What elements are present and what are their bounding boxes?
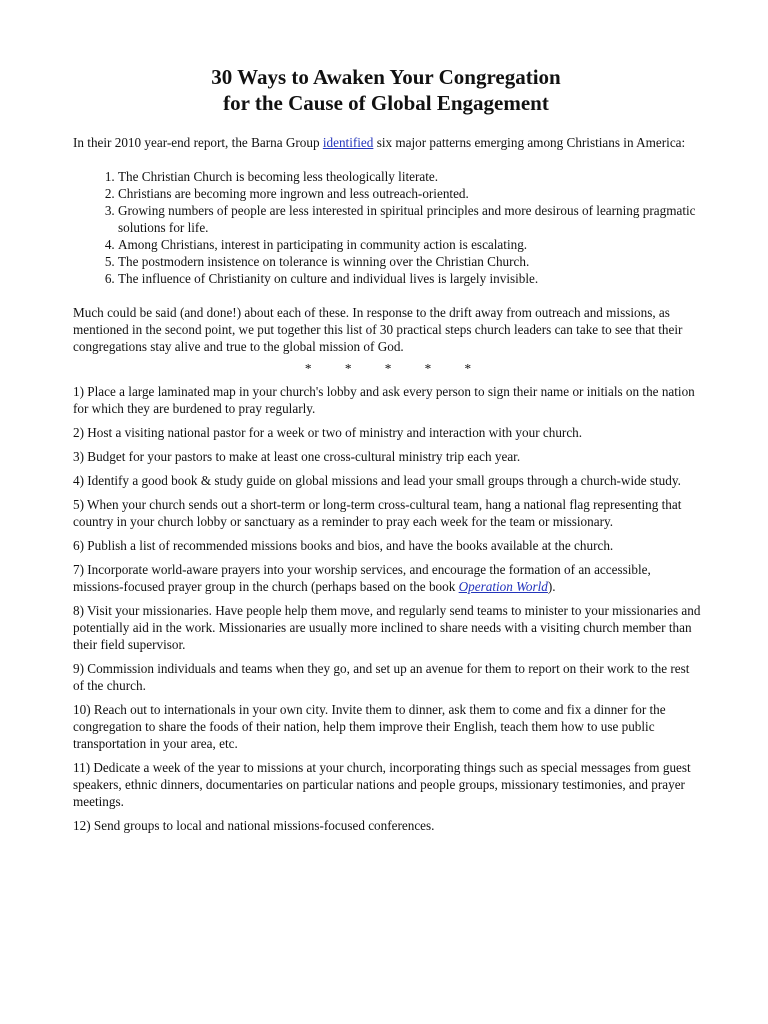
divider-star: * — [464, 361, 472, 376]
patterns-list — [73, 168, 703, 287]
step-12: 12) Send groups to local and national missions-focused conferences. — [73, 818, 435, 833]
title-line-1: 30 Ways to Awaken Your Congregation — [211, 65, 561, 89]
divider-star: * — [424, 361, 432, 376]
step-3: 3) Budget for your pastors to make at least one cross-cultural ministry trip each year. — [73, 449, 521, 464]
step-4: 4) Identify a good book & study guide on global missions and lead your small groups through a church-wide study. — [73, 473, 681, 488]
pattern-item: 6. The influence of Christianity on culture and individual lives is largely invisible. — [118, 270, 703, 287]
summary-paragraph: Much could be said (and done!) about each of these. In response to the drift away from outreach and missions, as mentioned in the second point, we put together this list of 30 practical steps church leaders can take to see that their congregations stay alive and true to the global mission of God. — [73, 305, 683, 354]
intro-text-after: six major patterns emerging among Christians in America: — [373, 135, 686, 150]
step-1: 1) Place a large laminated map in your church's lobby and ask every person to sign their name or initials on the nation for which they are burdened to pray regularly. — [73, 384, 695, 416]
section-divider — [73, 360, 703, 377]
operation-world-link[interactable]: Operation World — [458, 579, 548, 594]
intro-paragraph — [73, 134, 703, 151]
pattern-item: 2. Christians are becoming more ingrown and less outreach-oriented. — [118, 185, 703, 202]
pattern-item: 3. Growing numbers of people are less interested in spiritual principles and more desirous of learning pragmatic solutions for life. — [118, 202, 703, 236]
pattern-item: 5. The postmodern insistence on tolerance is winning over the Christian Church. — [118, 253, 703, 270]
step-10: 10) Reach out to internationals in your own city. Invite them to dinner, ask them to come and fix a dinner for the congregation to share the foods of their nation, help them improve their English, teach them how to use public transportation in your area, etc. — [73, 702, 666, 751]
step-7-text-before: 7) Incorporate world-aware prayers into your worship services, and encourage the formation of an accessible, missions-focused prayer group in the church (perhaps based on the book — [73, 562, 651, 594]
step-11: 11) Dedicate a week of the year to missions at your church, incorporating things such as special messages from guest speakers, ethnic dinners, documentaries on particular nations and people groups, missionary testimonies, and prayer meetings. — [73, 760, 691, 809]
step-2: 2) Host a visiting national pastor for a week or two of ministry and interaction with your church. — [73, 425, 583, 440]
document-page — [73, 64, 703, 841]
divider-star: * — [344, 361, 352, 376]
title-line-2: for the Cause of Global Engagement — [223, 91, 549, 115]
step-7-text-after: ). — [547, 579, 556, 594]
divider-star: * — [384, 361, 392, 376]
divider-star: * — [304, 361, 312, 376]
step-7 — [73, 561, 703, 595]
pattern-item: 1. The Christian Church is becoming less theologically literate. — [118, 168, 703, 185]
identified-link[interactable]: identified — [322, 135, 374, 150]
step-9: 9) Commission individuals and teams when they go, and set up an avenue for them to report on their work to the rest of the church. — [73, 661, 690, 693]
pattern-item: 4. Among Christians, interest in participating in community action is escalating. — [118, 236, 703, 253]
intro-text-before: In their 2010 year-end report, the Barna Group — [73, 135, 323, 150]
step-6: 6) Publish a list of recommended missions books and bios, and have the books available at the church. — [73, 538, 614, 553]
document-title — [73, 64, 703, 116]
step-5: 5) When your church sends out a short-term or long-term cross-cultural team, hang a national flag representing that country in your church lobby or sanctuary as a reminder to pray each week for the team or missionary. — [73, 497, 682, 529]
step-8: 8) Visit your missionaries. Have people help them move, and regularly send teams to minister to your missionaries and potentially aid in the work. Missionaries are usually more inclined to share needs with a visiting church member than their field supervisor. — [73, 603, 701, 652]
